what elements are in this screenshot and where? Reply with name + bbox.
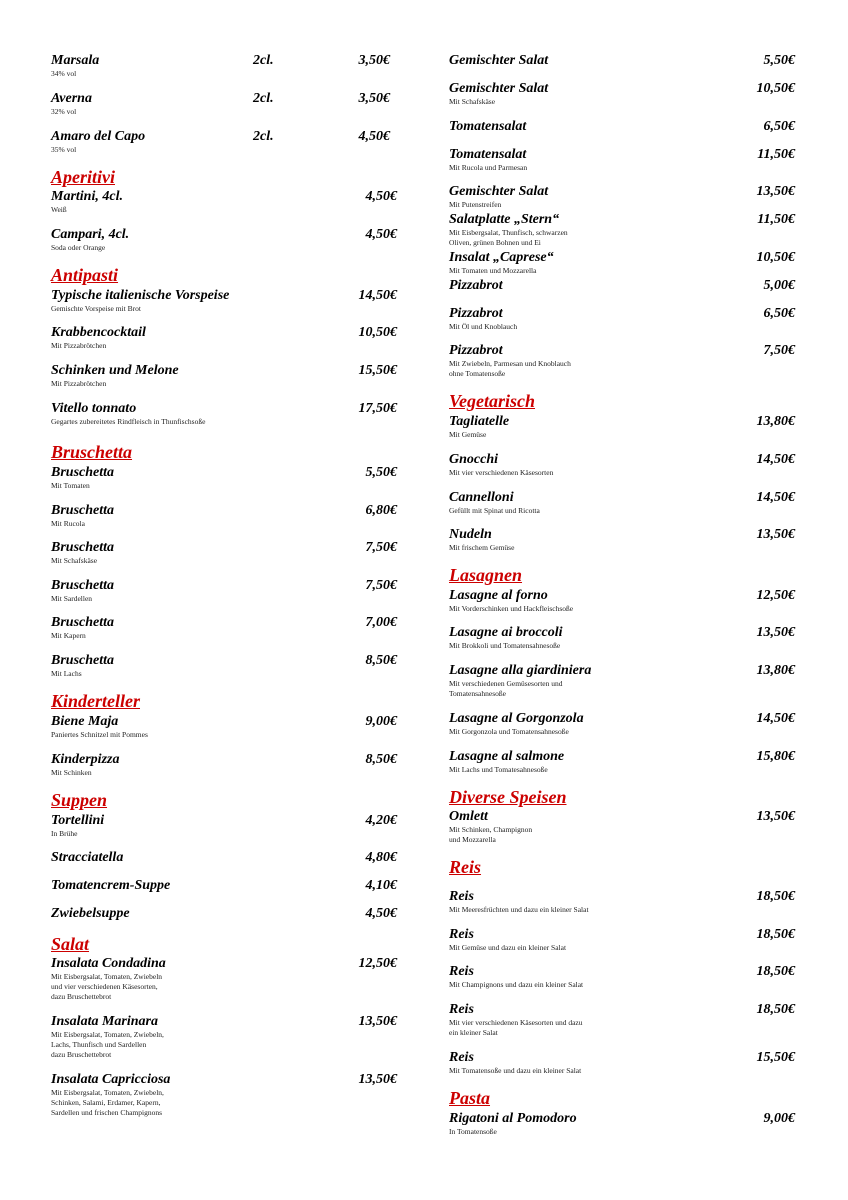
item-description: Mit Tomaten — [51, 481, 90, 490]
item-price: 5,50€ — [365, 465, 397, 480]
item-price: 14,50€ — [756, 452, 795, 467]
item-name: Salatplatte „Stern“ — [449, 212, 560, 227]
item-name: Lasagne alla giardiniera — [449, 663, 592, 678]
item-price: 13,50€ — [358, 1014, 397, 1029]
item-price: 18,50€ — [756, 889, 795, 904]
item-name: Bruschetta — [51, 653, 115, 668]
item-description: Mit Meeresfrüchten und dazu ein kleiner Salat — [449, 905, 589, 914]
item-description: Mit Zwiebeln, Parmesan und Knoblauch — [449, 359, 571, 368]
item-price: 7,50€ — [365, 578, 397, 593]
menu-item — [449, 963, 795, 990]
item-price: 4,50€ — [365, 189, 397, 204]
item-description: Mit Vorderschinken und Hackfleischsoße — [449, 604, 574, 613]
item-description: ohne Tomatensoße — [449, 369, 506, 378]
item-description: Mit Tomatensoße und dazu ein kleiner Salat — [449, 1066, 582, 1075]
menu-item — [51, 362, 397, 389]
item-description: Mit frischem Gemüse — [449, 543, 515, 552]
menu-item — [449, 413, 795, 440]
item-price: 11,50€ — [757, 147, 795, 162]
section-heading: Diverse Speisen — [449, 787, 567, 807]
section-heading: Pasta — [449, 1088, 491, 1108]
item-price: 13,50€ — [756, 809, 795, 824]
item-price: 15,50€ — [358, 363, 397, 378]
item-price: 11,50€ — [757, 212, 795, 227]
item-price: 9,00€ — [365, 714, 397, 729]
item-description: Gegartes zubereitetes Rindfleisch in Thunfischsoße — [51, 417, 206, 426]
item-price: 4,80€ — [365, 850, 397, 865]
item-price: 13,80€ — [756, 663, 795, 678]
item-name: Vitello tonnato — [51, 401, 137, 416]
item-description: Sardellen und frischen Champignons — [51, 1108, 163, 1117]
item-price: 8,50€ — [365, 752, 397, 767]
item-description: Mit Öl und Knoblauch — [449, 322, 518, 331]
item-name: Martini, 4cl. — [51, 189, 123, 204]
item-description: Mit Rucola und Parmesan — [449, 163, 528, 172]
item-description: Mit Eisbergsalat, Tomaten, Zwiebeln, — [51, 1088, 164, 1097]
item-name: Campari, 4cl. — [51, 227, 130, 242]
menu-item — [449, 662, 795, 699]
item-description: Mit vier verschiedenen Käsesorten — [449, 468, 554, 477]
menu-item — [449, 451, 795, 478]
item-price: 13,50€ — [756, 527, 795, 542]
item-price: 3,50€ — [358, 53, 390, 68]
item-name: Lasagne ai broccoli — [449, 625, 563, 640]
item-price: 6,50€ — [763, 306, 795, 321]
item-price: 14,50€ — [756, 490, 795, 505]
menu-item — [51, 812, 397, 839]
item-price: 5,50€ — [763, 53, 795, 68]
item-price: 3,50€ — [358, 91, 390, 106]
item-name: Reis — [449, 1050, 474, 1065]
menu-item — [51, 614, 397, 641]
item-name: Amaro del Capo — [51, 129, 146, 144]
item-description: Soda oder Orange — [51, 243, 106, 252]
menu-item — [449, 710, 795, 737]
item-name: Typische italienische Vorspeise — [51, 288, 230, 303]
menu-item — [449, 526, 795, 553]
menu-item — [449, 80, 795, 107]
item-price: 8,50€ — [365, 653, 397, 668]
item-price: 6,50€ — [763, 119, 795, 134]
item-price: 9,00€ — [763, 1111, 795, 1126]
item-name: Rigatoni al Pomodoro — [449, 1111, 577, 1126]
item-description: 34% vol — [51, 69, 77, 78]
item-description: und Mozzarella — [449, 835, 496, 844]
menu-item — [51, 128, 397, 155]
menu-item — [51, 400, 397, 427]
item-price: 10,50€ — [358, 325, 397, 340]
item-description: Mit Pizzabrötchen — [51, 341, 107, 350]
item-price: 12,50€ — [756, 588, 795, 603]
item-description: Mit Schinken — [51, 768, 92, 777]
menu-item — [51, 52, 397, 79]
menu-item — [449, 52, 795, 69]
menu-item — [449, 277, 795, 294]
item-name: Insalat „Caprese“ — [449, 250, 554, 265]
item-quantity: 2cl. — [253, 53, 274, 68]
item-description: Mit Lachs — [51, 669, 82, 678]
menu-item — [449, 808, 795, 845]
item-price: 4,20€ — [365, 813, 397, 828]
menu-item — [51, 751, 397, 778]
item-name: Kinderpizza — [51, 752, 120, 767]
item-name: Tortellini — [51, 813, 105, 828]
item-description: Mit Lachs und Tomatesahnesoße — [449, 765, 548, 774]
item-description: Lachs, Thunfisch und Sardellen — [51, 1040, 147, 1049]
item-price: 6,80€ — [365, 503, 397, 518]
item-description: Mit Sardellen — [51, 594, 93, 603]
item-name: Cannelloni — [449, 490, 514, 505]
item-description: Mit Gemüse — [449, 430, 487, 439]
item-price: 14,50€ — [756, 711, 795, 726]
item-name: Zwiebelsuppe — [51, 906, 130, 921]
item-description: ein kleiner Salat — [449, 1028, 498, 1037]
item-name: Tomatensalat — [449, 147, 527, 162]
menu-item — [449, 211, 795, 248]
item-description: Gefüllt mit Spinat und Ricotta — [449, 506, 540, 515]
item-description: Oliven, grünen Bohnen und Ei — [449, 238, 541, 247]
item-name: Bruschetta — [51, 540, 115, 555]
menu-item — [449, 748, 795, 775]
menu-item — [51, 90, 397, 117]
item-price: 4,50€ — [365, 227, 397, 242]
item-price: 15,50€ — [756, 1050, 795, 1065]
item-price: 18,50€ — [756, 1002, 795, 1017]
menu-item — [449, 183, 795, 210]
item-name: Pizzabrot — [449, 306, 503, 321]
item-quantity: 2cl. — [253, 91, 274, 106]
item-price: 13,80€ — [756, 414, 795, 429]
item-name: Lasagne al forno — [449, 588, 548, 603]
menu-item — [449, 118, 795, 135]
item-name: Bruschetta — [51, 578, 115, 593]
item-description: Weiß — [51, 205, 67, 214]
menu-item — [51, 226, 397, 253]
item-name: Bruschetta — [51, 503, 115, 518]
item-description: Mit Pizzabrötchen — [51, 379, 107, 388]
item-description: und vier verschiedenen Käsesorten, — [51, 982, 158, 991]
item-name: Lasagne al Gorgonzola — [449, 711, 584, 726]
item-name: Schinken und Melone — [51, 363, 179, 378]
item-description: Mit Eisbergsalat, Tomaten, Zwiebeln — [51, 972, 163, 981]
item-price: 4,10€ — [365, 878, 397, 893]
menu-item — [51, 539, 397, 566]
section-heading: Kinderteller — [51, 691, 140, 711]
section-heading: Bruschetta — [51, 442, 133, 462]
menu-item — [51, 188, 397, 215]
menu-item — [449, 888, 795, 915]
item-name: Biene Maja — [51, 714, 119, 729]
item-description: Mit Champignons und dazu ein kleiner Salat — [449, 980, 584, 989]
item-price: 7,00€ — [365, 615, 397, 630]
section-heading: Reis — [449, 857, 482, 877]
item-price: 10,50€ — [756, 81, 795, 96]
menu-item — [51, 324, 397, 351]
item-description: Schinken, Salami, Erdamer, Kapern, — [51, 1098, 161, 1107]
item-price: 7,50€ — [365, 540, 397, 555]
item-name: Pizzabrot — [449, 278, 503, 293]
item-description: Mit Putenstreifen — [449, 200, 502, 209]
item-description: Mit Schafskäse — [51, 556, 98, 565]
item-description: Paniertes Schnitzel mit Pommes — [51, 730, 148, 739]
item-price: 14,50€ — [358, 288, 397, 303]
item-name: Reis — [449, 1002, 474, 1017]
item-price: 4,50€ — [365, 906, 397, 921]
item-description: 32% vol — [51, 107, 77, 116]
item-description: Mit Eisbergsalat, Tomaten, Zwiebeln, — [51, 1030, 164, 1039]
item-name: Omlett — [449, 809, 488, 824]
menu-item — [449, 489, 795, 516]
item-price: 13,50€ — [756, 625, 795, 640]
item-name: Lasagne al salmone — [449, 749, 565, 764]
item-price: 13,50€ — [756, 184, 795, 199]
item-name: Bruschetta — [51, 615, 115, 630]
menu-item — [449, 249, 795, 276]
item-name: Gemischter Salat — [449, 81, 549, 96]
menu-item — [449, 305, 795, 332]
item-description: In Brühe — [51, 829, 78, 838]
menu-item — [51, 849, 397, 866]
item-description: Gemischte Vorspeise mit Brot — [51, 304, 141, 313]
item-name: Insalata Marinara — [51, 1014, 158, 1029]
menu-item — [51, 1013, 397, 1060]
item-description: dazu Bruschettebrot — [51, 1050, 112, 1059]
section-heading: Lasagnen — [449, 565, 523, 585]
menu-item — [449, 342, 795, 379]
item-name: Tomatencrem-Suppe — [51, 878, 171, 893]
menu-item — [51, 464, 397, 491]
item-name: Reis — [449, 889, 474, 904]
menu-item — [449, 1001, 795, 1038]
item-description: Mit vier verschiedenen Käsesorten und dazu — [449, 1018, 583, 1027]
menu-item — [449, 624, 795, 651]
item-description: Mit Kapern — [51, 631, 86, 640]
item-description: Mit Gorgonzola und Tomatensahnesoße — [449, 727, 569, 736]
item-description: Mit verschiedenen Gemüsesorten und — [449, 679, 563, 688]
item-price: 13,50€ — [358, 1072, 397, 1087]
section-heading: Aperitivi — [51, 167, 115, 187]
menu-item — [51, 502, 397, 529]
item-price: 4,50€ — [358, 129, 390, 144]
item-description: Mit Schinken, Champignon — [449, 825, 533, 834]
item-name: Tomatensalat — [449, 119, 527, 134]
menu-item — [51, 877, 397, 894]
menu-item — [51, 1071, 397, 1118]
item-name: Averna — [51, 91, 92, 106]
menu-item — [51, 905, 397, 922]
menu-item — [449, 926, 795, 953]
item-description: Mit Eisbergsalat, Thunfisch, schwarzen — [449, 228, 568, 237]
item-name: Krabbencocktail — [51, 325, 146, 340]
menu-item — [51, 577, 397, 604]
menu-item — [449, 1049, 795, 1076]
item-description: Tomatensahnesoße — [449, 689, 506, 698]
item-description: dazu Bruschettebrot — [51, 992, 112, 1001]
menu-item — [449, 587, 795, 614]
section-heading: Antipasti — [51, 265, 119, 285]
menu-item — [449, 1110, 795, 1137]
item-name: Insalata Condadina — [51, 956, 166, 971]
item-name: Stracciatella — [51, 850, 124, 865]
item-description: Mit Gemüse und dazu ein kleiner Salat — [449, 943, 567, 952]
item-price: 12,50€ — [358, 956, 397, 971]
item-name: Insalata Capricciosa — [51, 1072, 171, 1087]
item-name: Nudeln — [449, 527, 492, 542]
item-price: 5,00€ — [763, 278, 795, 293]
item-name: Bruschetta — [51, 465, 115, 480]
item-name: Reis — [449, 927, 474, 942]
item-name: Gnocchi — [449, 452, 498, 467]
item-name: Marsala — [51, 53, 100, 68]
section-heading: Salat — [51, 934, 90, 954]
item-quantity: 2cl. — [253, 129, 274, 144]
menu-item — [51, 287, 397, 314]
item-price: 18,50€ — [756, 927, 795, 942]
item-price: 7,50€ — [763, 343, 795, 358]
item-description: In Tomatensoße — [449, 1127, 497, 1136]
item-name: Gemischter Salat — [449, 184, 549, 199]
menu-item — [51, 955, 397, 1002]
item-price: 10,50€ — [756, 250, 795, 265]
item-description: Mit Rucola — [51, 519, 85, 528]
menu-item — [51, 652, 397, 679]
item-name: Tagliatelle — [449, 414, 510, 429]
item-description: 35% vol — [51, 145, 77, 154]
item-name: Reis — [449, 964, 474, 979]
item-price: 17,50€ — [358, 401, 397, 416]
section-heading: Vegetarisch — [449, 391, 536, 411]
item-price: 15,80€ — [756, 749, 795, 764]
section-heading: Suppen — [51, 790, 108, 810]
item-name: Gemischter Salat — [449, 53, 549, 68]
menu-item — [449, 146, 795, 173]
item-description: Mit Brokkoli und Tomatensahnesoße — [449, 641, 561, 650]
item-description: Mit Tomaten und Mozzarella — [449, 266, 537, 275]
item-name: Pizzabrot — [449, 343, 503, 358]
item-price: 18,50€ — [756, 964, 795, 979]
menu-item — [51, 713, 397, 740]
item-description: Mit Schafskäse — [449, 97, 496, 106]
